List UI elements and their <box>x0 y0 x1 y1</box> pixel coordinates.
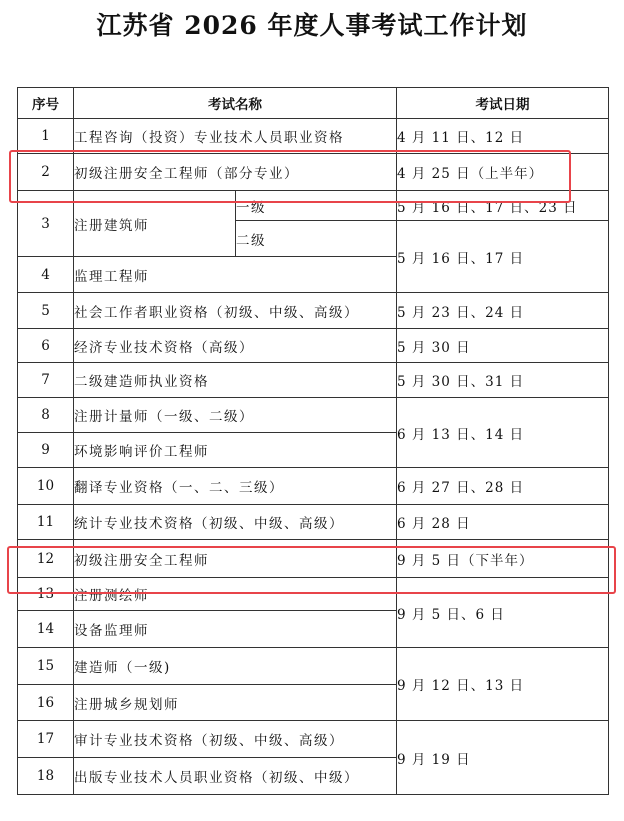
row-exam-name: 注册城乡规划师 <box>74 685 397 721</box>
table-row <box>18 468 609 505</box>
row-exam-name: 初级注册安全工程师 <box>74 540 397 578</box>
row-exam-name: 社会工作者职业资格（初级、中级、高级） <box>74 293 397 329</box>
row-exam-name: 注册计量师（一级、二级） <box>74 398 397 433</box>
row-exam-name: 经济专业技术资格（高级） <box>74 329 397 363</box>
row-exam-name: 初级注册安全工程师（部分专业） <box>74 154 397 191</box>
row-seq: 3 <box>18 191 74 257</box>
page-title: 江苏省 2026 年度人事考试工作计划 <box>96 11 528 40</box>
table-row <box>18 721 609 758</box>
row-exam-subname: 二级 <box>236 221 397 257</box>
table-row <box>18 191 609 221</box>
row-exam-date: 9 月 5 日、6 日 <box>397 578 609 648</box>
row-exam-date: 9 月 12 日、13 日 <box>397 648 609 721</box>
row-exam-name: 监理工程师 <box>74 257 397 293</box>
row-exam-date: 6 月 13 日、14 日 <box>397 398 609 468</box>
table-row <box>18 329 609 363</box>
row-exam-name: 建造师（一级) <box>74 648 397 685</box>
row-exam-subname: 一级 <box>236 191 397 221</box>
row-exam-date: 6 月 28 日 <box>397 505 609 540</box>
row-exam-date: 5 月 30 日 <box>397 329 609 363</box>
row-exam-date: 9 月 5 日（下半年） <box>397 540 609 578</box>
row-seq: 11 <box>18 505 74 540</box>
row-seq: 10 <box>18 468 74 505</box>
row-exam-name: 工程咨询（投资）专业技术人员职业资格 <box>74 119 397 154</box>
table-row <box>18 363 609 398</box>
header-seq: 序号 <box>18 88 74 119</box>
row-exam-date: 4 月 25 日（上半年） <box>397 154 609 191</box>
row-seq: 16 <box>18 685 74 721</box>
row-exam-name: 统计专业技术资格（初级、中级、高级） <box>74 505 397 540</box>
row-seq: 6 <box>18 329 74 363</box>
row-exam-name: 设备监理师 <box>74 611 397 648</box>
row-exam-date: 6 月 27 日、28 日 <box>397 468 609 505</box>
row-seq: 7 <box>18 363 74 398</box>
table-row <box>18 648 609 685</box>
row-seq: 12 <box>18 540 74 578</box>
row-exam-name: 注册建筑师 <box>74 191 236 257</box>
row-exam-date: 5 月 30 日、31 日 <box>397 363 609 398</box>
row-seq: 4 <box>18 257 74 293</box>
row-exam-date: 4 月 11 日、12 日 <box>397 119 609 154</box>
row-exam-name: 二级建造师执业资格 <box>74 363 397 398</box>
row-exam-date: 5 月 23 日、24 日 <box>397 293 609 329</box>
row-exam-date: 5 月 16 日、17 日 <box>397 221 609 293</box>
row-exam-name: 注册测绘师 <box>74 578 397 611</box>
table-row <box>18 154 609 191</box>
table-row <box>18 119 609 154</box>
row-exam-name: 翻译专业资格（一、二、三级） <box>74 468 397 505</box>
header-exam-date: 考试日期 <box>397 88 609 119</box>
row-seq: 2 <box>18 154 74 191</box>
row-seq: 15 <box>18 648 74 685</box>
table-row <box>18 578 609 611</box>
row-seq: 13 <box>18 578 74 611</box>
row-seq: 9 <box>18 433 74 468</box>
row-exam-name: 审计专业技术资格（初级、中级、高级） <box>74 721 397 758</box>
table-row <box>18 293 609 329</box>
row-seq: 1 <box>18 119 74 154</box>
exam-plan-table <box>17 87 609 795</box>
table-header-row <box>18 88 609 119</box>
row-exam-name: 出版专业技术人员职业资格（初级、中级） <box>74 758 397 795</box>
row-seq: 5 <box>18 293 74 329</box>
table-row <box>18 540 609 578</box>
table-row <box>18 505 609 540</box>
table-row <box>18 398 609 433</box>
row-exam-name: 环境影响评价工程师 <box>74 433 397 468</box>
header-exam-name: 考试名称 <box>74 88 397 119</box>
row-seq: 17 <box>18 721 74 758</box>
row-exam-date: 9 月 19 日 <box>397 721 609 795</box>
row-seq: 8 <box>18 398 74 433</box>
row-exam-date: 5 月 16 日、17 日、23 日 <box>397 191 609 221</box>
row-seq: 18 <box>18 758 74 795</box>
row-seq: 14 <box>18 611 74 648</box>
